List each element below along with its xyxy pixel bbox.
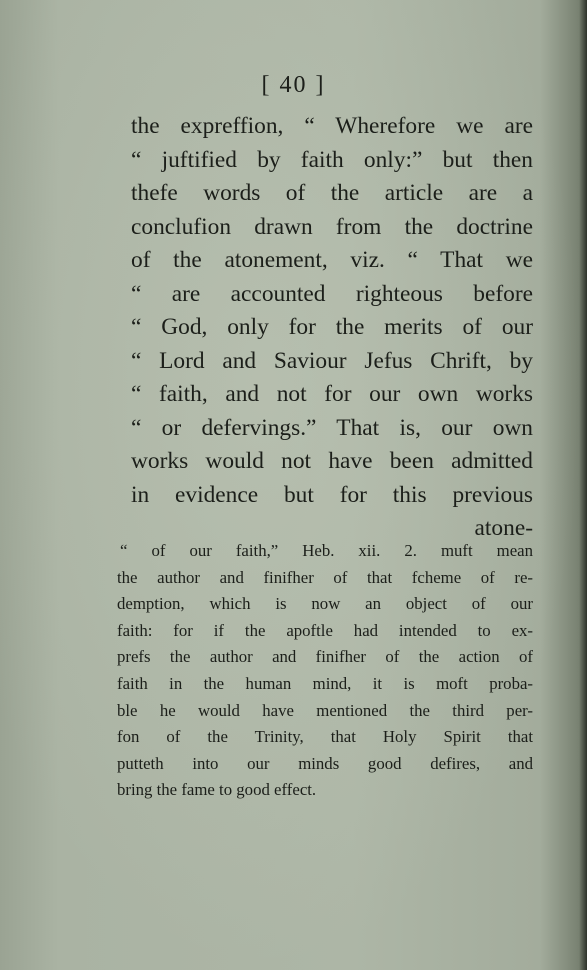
main-text-line: the expreffion, “ Wherefore we are (131, 113, 533, 139)
main-text (131, 110, 533, 546)
footnote-line: putteth into our minds good defires, and (117, 753, 533, 773)
footnote-line: faith in the human mind, it is moft proba- (117, 673, 533, 693)
main-text-line: “ Lord and Saviour Jefus Chrift, by (131, 347, 533, 374)
main-text-line: in evidence but for this previous (131, 481, 533, 508)
footnote (117, 538, 533, 804)
footnote-line: prefs the author and finifher of the action of (117, 647, 533, 667)
footnote-line: bring the fame to good effect. (117, 780, 317, 800)
page-edge-shadow (579, 0, 587, 970)
main-text-line: conclufion drawn from the doctrine (131, 213, 533, 240)
main-text-line: “ God, only for the merits of our (131, 314, 533, 340)
main-text-line: thefe words of the article are a (131, 180, 533, 206)
page-number: [ 40 ] (261, 72, 326, 98)
footnote-line: demption, which is now an object of our (117, 594, 533, 614)
footnote-line: faith: for if the apoftle had intended to ex- (117, 620, 533, 640)
main-text-line: “ faith, and not for our own works (131, 381, 533, 407)
main-text-line: “ are accounted righteous before (131, 280, 533, 307)
main-text-line: works would not have been admitted (131, 448, 533, 474)
footnote-line: fon of the Trinity, that Holy Spirit that (117, 727, 533, 747)
main-text-line: “ or defervings.” That is, our own (131, 414, 533, 441)
footnote-line: the author and finifher of that fcheme of re- (117, 567, 533, 587)
footnote-line: “ of our faith,” Heb. xii. 2. muft mean (120, 541, 533, 560)
main-text-line: of the atonement, viz. “ That we (131, 247, 533, 273)
catchword: atone- (474, 515, 533, 541)
main-text-line: “ juftified by faith only:” but then (131, 146, 533, 173)
footnote-line: ble he would have mentioned the third per- (117, 700, 533, 720)
